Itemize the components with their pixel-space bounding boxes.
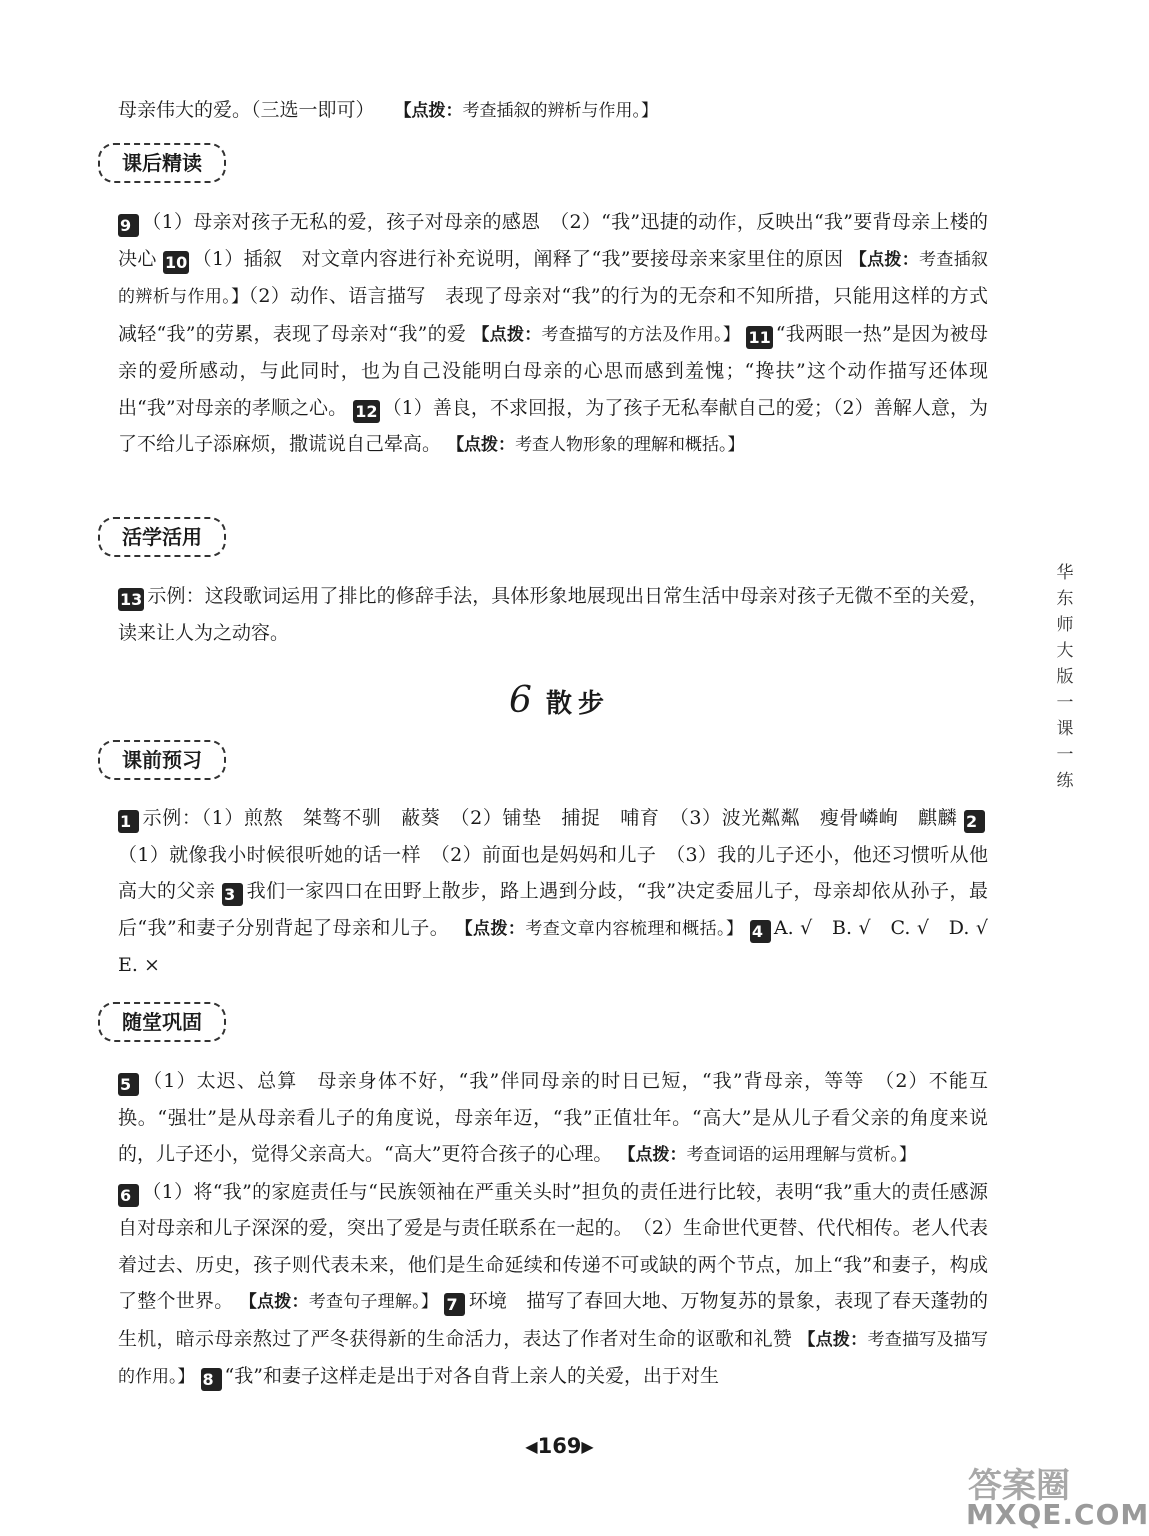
question-number-9: 9	[118, 214, 139, 237]
question-number-7: 7	[444, 1293, 465, 1316]
lesson-title	[0, 680, 1119, 721]
question-number-5: 5	[118, 1073, 139, 1096]
right-triangle-icon: ▶	[581, 1437, 594, 1456]
watermark-logo	[962, 1458, 1149, 1531]
question-number-4: 4	[750, 920, 771, 943]
lesson-number: 6	[509, 680, 532, 721]
watermark-glyphs: 答案圈	[968, 1466, 1070, 1506]
side-edition-label: 华东师大版一课一练	[1056, 563, 1074, 791]
section-badge-kequian-yuxi: 课前预习	[98, 740, 226, 780]
section-badge-huoxue-huoyong: 活学活用	[98, 517, 226, 557]
question-number-2: 2	[964, 810, 985, 833]
question-number-8: 8	[201, 1368, 222, 1391]
question-number-12: 12	[355, 401, 378, 421]
page-number-value: 169	[537, 1434, 582, 1458]
page-number	[0, 1434, 1119, 1458]
question-number-6: 6	[118, 1184, 139, 1207]
left-triangle-icon: ◀	[525, 1437, 538, 1456]
kehou-jingdu-answers: 9 （1）母亲对孩子无私的爱，孩子对母亲的感恩 （2）“我”迅捷的动作，反映出“我”要背母亲上楼的决心 10 （1）插叙 对文章内容进行补充说明，阐释了“我”要接母亲来家里住的原因 【点拨：考查插叙的辨析与作用。】（2）动作、语言描写 表现了母亲对“我”的行为的无奈和不知所措，只能用这样的方式减轻“我”的劳累，表现了母亲对“我”的爱 【点拨：考查描写的方法及作用。】 11 “我两眼一热”是因为被母亲的爱所感动，与此同时，也为自己没能明白母亲的心思而感到羞愧；“搀扶”这个动作描写还体现出“我”对母亲的孝顺之心。 12 （1）善良，不求回报，为了孩子无私奉献自己的爱；（2）善解人意，为了不给儿子添麻烦，撒谎说自己晕高。 【点拨：考查人物形象的理解和概括。】	[118, 211, 989, 455]
lesson-name: 散步	[545, 689, 610, 719]
watermark-site: MXQE.COM	[966, 1498, 1149, 1531]
question-number-13: 13	[120, 590, 143, 609]
question-number-3: 3	[222, 883, 243, 906]
kequian-yuxi-answers: 1 示例：（1）煎熬 桀骜不驯 蔽葵 （2）铺垫 捕捉 哺育 （3）波光粼粼 瘦骨嶙峋 麒麟 2（1）就像我小时候很听她的话一样 （2）前面也是妈妈和儿子 （3）我的儿子还小，他还习惯听从他高大的父亲 3 我们一家四口在田野上散步，路上遇到分歧，“我”决定委屈儿子，母亲却依从孙子，最后“我”和妻子分别背起了母亲和儿子。 【点拨：考查文章内容梳理和概括。】 4 A. √ B. √ C. √ D. √ E. ×	[118, 807, 1007, 976]
question-number-11: 11	[748, 327, 771, 347]
top-continuation: 母亲伟大的爱。（三选一即可） 【点拨：考查插叙的辨析与作用。】	[118, 99, 659, 121]
question-number-10: 10	[165, 252, 188, 272]
section-badge-suitang-gonggu: 随堂巩固	[98, 1002, 226, 1042]
section-badge-kehou-jingdu: 课后精读	[98, 143, 226, 183]
huoxue-huoyong-answers: 13 示例：这段歌词运用了排比的修辞手法，具体形象地展现出日常生活中母亲对孩子无微不至的关爱，读来让人为之动容。	[118, 585, 988, 644]
top-text: 母亲伟大的爱。（三选一即可）	[118, 99, 375, 121]
question-number-1: 1	[118, 810, 139, 833]
suitang-gonggu-answers: 5 （1）太迟、总算 母亲身体不好，“我”伴同母亲的时日已短，“我”背母亲，等等 （2）不能互换。“强壮”是从母亲看儿子的角度说，母亲年迈，“我”正值壮年。“高大”是从儿子看父亲的角度来说的，儿子还小，觉得父亲高大。“高大”更符合孩子的心理。 【点拨：考查词语的运用理解与赏析。】 6 （1）将“我”的家庭责任与“民族领袖在严重关头时”担负的责任进行比较，表明“我”重大的责任感源自对母亲和儿子深深的爱，突出了爱是与责任联系在一起的。 （2）生命世代更替、代代相传。老人代表着过去、历史，孩子则代表未来，他们是生命延续和传递不可或缺的两个节点，加上“我”和妻子，构成了整个世界。 【点拨：考查句子理解。】 7 环境 描写了春回大地、万物复苏的景象，表现了春天蓬勃的生机，暗示母亲熬过了严冬获得新的生命活力，表达了作者对生命的讴歌和礼赞 【点拨：考查描写及描写的作用。】 8 “我”和妻子这样走是出于对各自背上亲人的关爱，出于对生	[118, 1070, 989, 1389]
